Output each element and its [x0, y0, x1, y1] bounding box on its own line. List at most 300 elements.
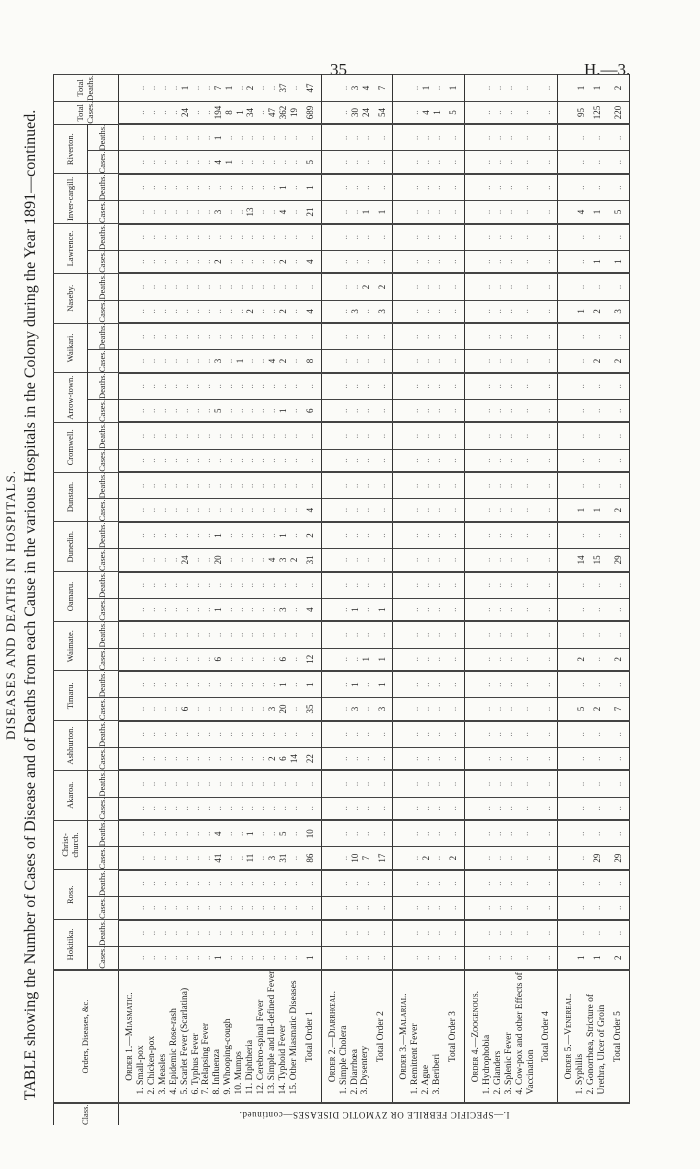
- value-cell: [421, 797, 432, 820]
- value-cell: [256, 250, 267, 273]
- total-cases-cell: [536, 101, 557, 124]
- order-total-row: [300, 75, 321, 1125]
- total-cases-cell: 689: [300, 101, 321, 124]
- value-cell: [504, 449, 515, 472]
- value-cell: [536, 549, 557, 572]
- value-cell: [147, 400, 158, 423]
- value-cell: [158, 250, 169, 273]
- value-cell: [371, 174, 392, 201]
- value-cell: [191, 472, 202, 499]
- value-cell: [136, 820, 147, 847]
- value-cell: [256, 648, 267, 671]
- value-cell: [350, 549, 361, 572]
- value-cell: [410, 174, 421, 201]
- value-cell: [360, 300, 371, 323]
- value-cell: [201, 671, 212, 698]
- blank-cell: [558, 847, 575, 870]
- value-cell: [504, 598, 515, 621]
- value-cell: [136, 671, 147, 698]
- value-cell: 5: [278, 820, 289, 847]
- value-cell: [234, 151, 245, 174]
- value-cell: [350, 224, 361, 251]
- value-cell: [278, 449, 289, 472]
- value-cell: [201, 400, 212, 423]
- value-cell: [575, 671, 586, 698]
- value-cell: [256, 621, 267, 648]
- cases-subheader: Cases.: [88, 698, 119, 721]
- blank-cell: [321, 422, 338, 449]
- value-cell: [443, 698, 464, 721]
- value-cell: [608, 422, 629, 449]
- value-cell: [223, 770, 234, 797]
- value-cell: [371, 946, 392, 969]
- value-cell: [493, 621, 504, 648]
- value-cell: [410, 698, 421, 721]
- value-cell: [421, 174, 432, 201]
- blank-cell: [464, 920, 481, 947]
- value-cell: [515, 549, 537, 572]
- value-cell: [360, 946, 371, 969]
- blank-cell: [464, 747, 481, 770]
- blank-cell: [119, 224, 136, 251]
- value-cell: [267, 946, 278, 969]
- value-cell: [147, 648, 158, 671]
- value-cell: [180, 797, 191, 820]
- value-cell: [234, 621, 245, 648]
- value-cell: [256, 373, 267, 400]
- total-deaths-cell: [504, 75, 515, 102]
- value-cell: [432, 250, 443, 273]
- value-cell: 1: [350, 598, 361, 621]
- value-cell: [191, 273, 202, 300]
- value-cell: [136, 323, 147, 350]
- value-cell: [223, 224, 234, 251]
- value-cell: [147, 174, 158, 201]
- value-cell: [608, 572, 629, 599]
- cases-subheader: Cases.: [88, 201, 119, 224]
- disease-row: [191, 75, 202, 1125]
- value-cell: [421, 300, 432, 323]
- value-cell: [443, 549, 464, 572]
- value-cell: [482, 572, 493, 599]
- value-cell: [147, 499, 158, 522]
- value-cell: [169, 124, 180, 151]
- value-cell: [432, 201, 443, 224]
- value-cell: [212, 273, 223, 300]
- cases-subheader: Cases.: [88, 250, 119, 273]
- value-cell: [608, 820, 629, 847]
- value-cell: [371, 350, 392, 373]
- value-cell: [493, 671, 504, 698]
- value-cell: [147, 422, 158, 449]
- value-cell: [360, 124, 371, 151]
- value-cell: [443, 323, 464, 350]
- value-cell: [289, 373, 300, 400]
- blank-cell: [464, 224, 481, 251]
- value-cell: [201, 820, 212, 847]
- value-cell: 1: [245, 820, 256, 847]
- value-cell: [504, 549, 515, 572]
- value-cell: 31: [300, 549, 321, 572]
- disease-label: 1. Hydrophobia: [482, 970, 493, 1104]
- value-cell: [234, 820, 245, 847]
- value-cell: [586, 174, 608, 201]
- value-cell: [504, 820, 515, 847]
- value-cell: [360, 920, 371, 947]
- order-title: Order 3.—Malarial.: [393, 970, 410, 1104]
- blank-cell: [464, 572, 481, 599]
- blank-cell: [558, 224, 575, 251]
- value-cell: [515, 797, 537, 820]
- value-cell: [371, 522, 392, 549]
- value-cell: [223, 549, 234, 572]
- value-cell: [575, 250, 586, 273]
- value-cell: [223, 698, 234, 721]
- value-cell: [201, 572, 212, 599]
- value-cell: [267, 499, 278, 522]
- value-cell: [504, 671, 515, 698]
- value-cell: [158, 920, 169, 947]
- value-cell: 17: [371, 847, 392, 870]
- value-cell: [147, 522, 158, 549]
- value-cell: [289, 598, 300, 621]
- value-cell: [504, 621, 515, 648]
- value-cell: [536, 499, 557, 522]
- value-cell: [504, 124, 515, 151]
- total-deaths-cell: 1: [443, 75, 464, 102]
- value-cell: [493, 224, 504, 251]
- value-cell: [482, 721, 493, 748]
- value-cell: [201, 373, 212, 400]
- value-cell: [278, 870, 289, 897]
- value-cell: [289, 572, 300, 599]
- value-cell: [223, 449, 234, 472]
- value-cell: [421, 400, 432, 423]
- value-cell: [256, 549, 267, 572]
- value-cell: [350, 174, 361, 201]
- cases-subheader: Cases.: [88, 549, 119, 572]
- value-cell: [212, 224, 223, 251]
- value-cell: [350, 897, 361, 920]
- value-cell: 1: [575, 300, 586, 323]
- value-cell: [371, 870, 392, 897]
- value-cell: [158, 698, 169, 721]
- value-cell: [350, 373, 361, 400]
- value-cell: [289, 897, 300, 920]
- value-cell: [245, 449, 256, 472]
- value-cell: [339, 549, 350, 572]
- value-cell: [371, 820, 392, 847]
- blank-cell: [393, 174, 410, 201]
- value-cell: [586, 224, 608, 251]
- value-cell: [482, 621, 493, 648]
- value-cell: [158, 770, 169, 797]
- value-cell: [482, 747, 493, 770]
- value-cell: [289, 847, 300, 870]
- value-cell: [608, 472, 629, 499]
- blank-cell: [393, 75, 410, 102]
- value-cell: [191, 621, 202, 648]
- blank-cell: [464, 323, 481, 350]
- value-cell: [278, 323, 289, 350]
- value-cell: [493, 522, 504, 549]
- value-cell: [586, 770, 608, 797]
- blank-cell: [321, 671, 338, 698]
- value-cell: [158, 300, 169, 323]
- value-cell: [158, 598, 169, 621]
- blank-cell: [119, 151, 136, 174]
- blank-cell: [119, 920, 136, 947]
- value-cell: [482, 273, 493, 300]
- value-cell: [136, 621, 147, 648]
- value-cell: 6: [300, 400, 321, 423]
- table-subtitle: TABLE showing the Number of Cases of Disease and of Deaths from each Cause in the various Hospitals in the Colony during the Year 1891—continued.: [22, 109, 39, 1101]
- value-cell: [158, 174, 169, 201]
- disease-label: 2. Diarrhœa: [350, 970, 361, 1104]
- value-cell: [360, 174, 371, 201]
- value-cell: [278, 621, 289, 648]
- value-cell: [504, 870, 515, 897]
- value-cell: [234, 648, 245, 671]
- total-deaths-cell: [432, 75, 443, 102]
- value-cell: [201, 522, 212, 549]
- value-cell: [493, 870, 504, 897]
- disease-row: [586, 75, 608, 1125]
- value-cell: 11: [245, 847, 256, 870]
- value-cell: [339, 698, 350, 721]
- value-cell: [339, 422, 350, 449]
- value-cell: [147, 300, 158, 323]
- value-cell: [410, 797, 421, 820]
- value-cell: [493, 770, 504, 797]
- value-cell: [245, 770, 256, 797]
- total-cases-cell: 362: [278, 101, 289, 124]
- value-cell: [575, 522, 586, 549]
- value-cell: 1: [300, 174, 321, 201]
- value-cell: [158, 549, 169, 572]
- value-cell: [410, 671, 421, 698]
- value-cell: [169, 648, 180, 671]
- value-cell: [504, 373, 515, 400]
- value-cell: 20: [212, 549, 223, 572]
- value-cell: [256, 747, 267, 770]
- value-cell: [136, 174, 147, 201]
- value-cell: [421, 698, 432, 721]
- value-cell: [289, 472, 300, 499]
- value-cell: [289, 400, 300, 423]
- value-cell: [360, 598, 371, 621]
- blank-cell: [464, 373, 481, 400]
- value-cell: [339, 648, 350, 671]
- value-cell: [267, 522, 278, 549]
- blank-cell: [464, 671, 481, 698]
- value-cell: [493, 920, 504, 947]
- value-cell: [223, 499, 234, 522]
- value-cell: [504, 946, 515, 969]
- value-cell: 1: [278, 174, 289, 201]
- value-cell: [432, 224, 443, 251]
- deaths-subheader: Deaths.: [88, 273, 119, 300]
- label-header: Orders, Diseases, &c.: [54, 970, 119, 1104]
- blank-cell: [393, 946, 410, 969]
- value-cell: [191, 920, 202, 947]
- blank-cell: [119, 797, 136, 820]
- deaths-subheader: Deaths.: [88, 522, 119, 549]
- value-cell: [256, 920, 267, 947]
- value-cell: [443, 224, 464, 251]
- value-cell: [536, 920, 557, 947]
- value-cell: [267, 201, 278, 224]
- value-cell: 12: [300, 648, 321, 671]
- value-cell: [245, 671, 256, 698]
- total-cases-cell: [136, 101, 147, 124]
- blank-cell: [558, 897, 575, 920]
- value-cell: [482, 820, 493, 847]
- value-cell: [191, 400, 202, 423]
- value-cell: [608, 449, 629, 472]
- order-total-row: [536, 75, 557, 1125]
- value-cell: [245, 572, 256, 599]
- value-cell: [371, 721, 392, 748]
- value-cell: [256, 572, 267, 599]
- value-cell: [212, 920, 223, 947]
- total-deaths-cell: [536, 75, 557, 102]
- value-cell: [482, 224, 493, 251]
- value-cell: [493, 946, 504, 969]
- value-cell: [256, 472, 267, 499]
- value-cell: [360, 747, 371, 770]
- value-cell: [421, 721, 432, 748]
- value-cell: [339, 946, 350, 969]
- total-deaths-cell: [339, 75, 350, 102]
- value-cell: [482, 300, 493, 323]
- value-cell: [586, 273, 608, 300]
- value-cell: [223, 273, 234, 300]
- value-cell: [223, 522, 234, 549]
- value-cell: [147, 250, 158, 273]
- value-cell: [136, 770, 147, 797]
- value-cell: [360, 549, 371, 572]
- value-cell: [245, 273, 256, 300]
- value-cell: [180, 250, 191, 273]
- value-cell: [267, 721, 278, 748]
- value-cell: [443, 422, 464, 449]
- value-cell: [410, 400, 421, 423]
- value-cell: [339, 224, 350, 251]
- blank-cell: [464, 770, 481, 797]
- value-cell: 1: [300, 946, 321, 969]
- value-cell: [536, 350, 557, 373]
- value-cell: [575, 747, 586, 770]
- value-cell: [482, 323, 493, 350]
- value-cell: [256, 721, 267, 748]
- value-cell: [443, 201, 464, 224]
- value-cell: [410, 946, 421, 969]
- value-cell: [256, 124, 267, 151]
- value-cell: [515, 572, 537, 599]
- value-cell: [421, 124, 432, 151]
- value-cell: [493, 373, 504, 400]
- blank-cell: [119, 770, 136, 797]
- disease-row: [360, 75, 371, 1125]
- disease-row: [421, 75, 432, 1125]
- blank-cell: [321, 847, 338, 870]
- value-cell: [482, 549, 493, 572]
- value-cell: [234, 250, 245, 273]
- value-cell: [360, 522, 371, 549]
- total-cases-cell: 30: [350, 101, 361, 124]
- value-cell: [432, 920, 443, 947]
- value-cell: [515, 648, 537, 671]
- blank-cell: [393, 472, 410, 499]
- value-cell: [234, 797, 245, 820]
- value-cell: [575, 598, 586, 621]
- order-total-label: Total Order 3: [443, 970, 464, 1104]
- value-cell: 1: [371, 598, 392, 621]
- value-cell: [339, 598, 350, 621]
- value-cell: [443, 400, 464, 423]
- value-cell: [191, 373, 202, 400]
- value-cell: [212, 472, 223, 499]
- value-cell: [536, 323, 557, 350]
- value-cell: [169, 472, 180, 499]
- value-cell: [536, 151, 557, 174]
- value-cell: 2: [421, 847, 432, 870]
- value-cell: 8: [300, 350, 321, 373]
- value-cell: [432, 124, 443, 151]
- value-cell: [536, 820, 557, 847]
- value-cell: [515, 124, 537, 151]
- value-cell: [410, 522, 421, 549]
- disease-label: 4. Cow-pox and other Effects of Vaccination: [515, 970, 537, 1104]
- value-cell: [586, 124, 608, 151]
- blank-cell: [558, 820, 575, 847]
- total-cases-cell: [158, 101, 169, 124]
- value-cell: [432, 797, 443, 820]
- value-cell: [212, 449, 223, 472]
- blank-cell: [321, 870, 338, 897]
- blank-cell: [558, 273, 575, 300]
- blank-cell: [558, 201, 575, 224]
- disease-label: 4. Epidemic Rose-rash: [169, 970, 180, 1104]
- total-cases-cell: [191, 101, 202, 124]
- value-cell: [169, 250, 180, 273]
- value-cell: [201, 323, 212, 350]
- value-cell: [493, 721, 504, 748]
- value-cell: [212, 897, 223, 920]
- value-cell: [147, 449, 158, 472]
- blank-cell: [119, 201, 136, 224]
- value-cell: [300, 449, 321, 472]
- value-cell: [223, 870, 234, 897]
- value-cell: [410, 273, 421, 300]
- value-cell: [536, 373, 557, 400]
- value-cell: [586, 648, 608, 671]
- value-cell: [300, 770, 321, 797]
- value-cell: [169, 671, 180, 698]
- blank-cell: [393, 549, 410, 572]
- total-cases-cell: 4: [421, 101, 432, 124]
- value-cell: [201, 847, 212, 870]
- cases-subheader: Cases.: [88, 400, 119, 423]
- blank-cell: [119, 472, 136, 499]
- value-cell: [421, 621, 432, 648]
- value-cell: [443, 350, 464, 373]
- cases-subheader: Cases.: [88, 747, 119, 770]
- value-cell: [350, 721, 361, 748]
- value-cell: 5: [212, 400, 223, 423]
- value-cell: [482, 897, 493, 920]
